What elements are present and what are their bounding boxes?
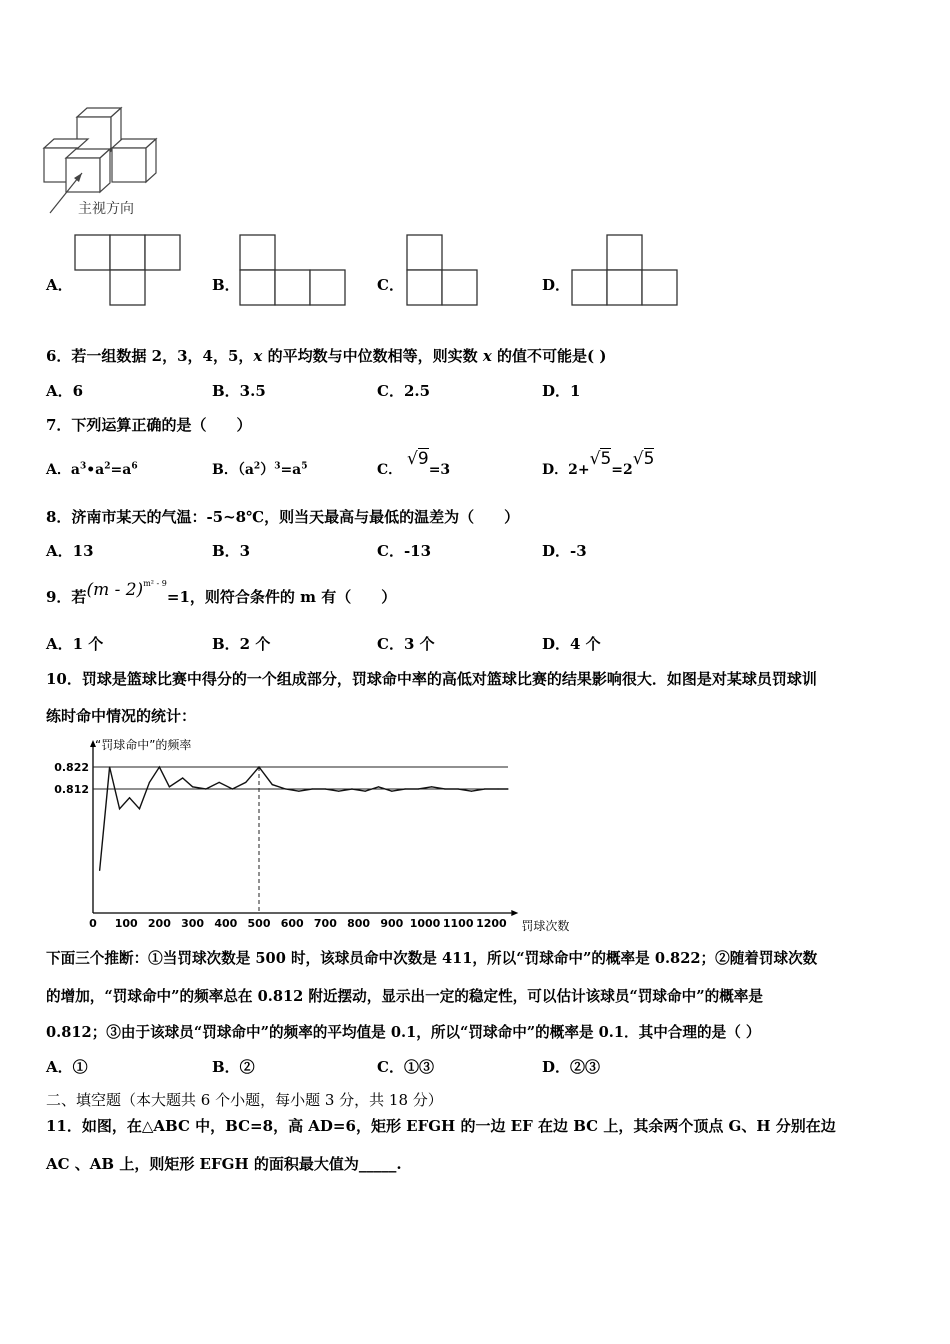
q7-option-b[interactable]: B．$(a^2)^3=a^5$	[212, 461, 308, 478]
q10-stem-line2: 练时命中情况的统计：	[46, 707, 197, 725]
chart-point-0-11	[219, 782, 220, 783]
view-direction-caption: 主视方向	[78, 201, 134, 217]
q9-option-d[interactable]: D．4 个	[542, 635, 601, 653]
q5-option-c-label[interactable]: C．	[377, 276, 404, 294]
chart-point-0-0	[99, 870, 100, 871]
q5-option-a-figure	[74, 234, 184, 306]
q6-stem	[46, 345, 606, 366]
q6-stem-mid: 的平均数与中位数相等，则实数	[262, 347, 483, 365]
q8-option-a[interactable]: A．13	[46, 542, 94, 560]
q9-exponent: m² - 9	[143, 579, 167, 588]
q11-line1: 11．如图，在△ABC 中，BC=8，高 AD=6，矩形 EFGH 的一边 EF 在边 BC 上，其余两个顶点 G、H 分别在边	[46, 1117, 836, 1135]
chart-point-0-5	[149, 782, 150, 783]
chart-x-tick-1: 100	[114, 917, 138, 930]
q6-var-x2: x	[482, 347, 492, 365]
chart-point-0-19	[325, 788, 326, 789]
chart-point-0-12	[232, 788, 233, 789]
chart-point-0-4	[139, 808, 140, 809]
chart-x-axis-arrow	[511, 910, 518, 916]
chart-point-0-1	[109, 766, 110, 767]
q10-para-line1: 下面三个推断：①当罚球次数是 500 时，该球员命中次数是 411，所以“罚球命中”的概率是 0.822；②随着罚球次数	[46, 950, 818, 967]
q6-var-x: x	[253, 347, 263, 365]
q6-stem-post: 的值不可能是( )	[491, 347, 607, 365]
chart-point-0-27	[431, 786, 432, 787]
chart-y-tick-1: 0.812	[54, 783, 89, 796]
sqrt-5-a: √5	[589, 449, 612, 469]
q5-option-c-figure	[406, 234, 481, 306]
chart-point-0-10	[205, 788, 206, 789]
q9-option-a[interactable]: A．1 个	[46, 635, 104, 653]
q10-option-b[interactable]: B．②	[212, 1058, 255, 1076]
sqrt-5-b: √5	[632, 449, 655, 469]
q6-stem-pre: 6．若一组数据 2，3，4，5，	[46, 347, 254, 365]
chart-x-tick-12: 1200	[476, 917, 507, 930]
sqrt-9: √9	[407, 449, 429, 469]
q7-stem: 7．下列运算正确的是（ ）	[46, 416, 252, 434]
chart-point-0-13	[245, 782, 246, 783]
q5-option-b-label[interactable]: B．	[212, 276, 240, 294]
chart-x-tick-4: 400	[214, 917, 238, 930]
q5-option-d-label[interactable]: D．	[542, 276, 571, 294]
chart-x-tick-7: 700	[313, 917, 337, 930]
chart-point-0-29	[458, 788, 459, 789]
chart-point-0-21	[351, 788, 352, 789]
chart-x-tick-2: 200	[147, 917, 171, 930]
chart-x-tick-3: 300	[181, 917, 205, 930]
chart-point-0-17	[298, 791, 299, 792]
q10-stem-line1: 10．罚球是篮球比赛中得分的一个组成部分，罚球命中率的高低对篮球比赛的结果影响很大．如图是对某球员罚球训	[46, 670, 817, 688]
q10-option-a[interactable]: A．①	[46, 1058, 88, 1076]
q7-option-a[interactable]: A．$a^3•a^2=a^6$	[46, 461, 138, 478]
chart-point-0-24	[391, 791, 392, 792]
chart-point-0-33	[507, 788, 508, 789]
q8-option-d[interactable]: D．-3	[542, 542, 587, 560]
chart-point-0-18	[312, 788, 313, 789]
free-throw-frequency-chart	[40, 735, 580, 935]
q9-option-c[interactable]: C．3 个	[377, 635, 435, 653]
chart-point-0-6	[159, 766, 160, 767]
chart-point-0-31	[484, 788, 485, 789]
chart-x-label: 罚球次数	[521, 919, 570, 933]
chart-x-tick-5: 500	[247, 917, 271, 930]
chart-point-0-7	[169, 786, 170, 787]
chart-point-0-25	[404, 788, 405, 789]
q9-option-b[interactable]: B．2 个	[212, 635, 271, 653]
chart-point-0-14	[258, 766, 259, 767]
q5-option-a-label[interactable]: A．	[46, 276, 73, 294]
chart-x-tick-6: 600	[280, 917, 304, 930]
chart-x-tick-8: 800	[347, 917, 371, 930]
chart-point-0-2	[119, 808, 120, 809]
q10-option-c[interactable]: C．①③	[377, 1058, 434, 1076]
q9-base: (m - 2)	[86, 580, 144, 600]
chart-point-0-20	[338, 791, 339, 792]
q6-option-b[interactable]: B．3.5	[212, 382, 266, 400]
q10-option-d[interactable]: D．②③	[542, 1058, 601, 1076]
chart-point-0-16	[285, 788, 286, 789]
chart-x-tick-0: 0	[89, 917, 97, 930]
chart-x-tick-10: 1000	[409, 917, 441, 930]
chart-y-label: “罚球命中”的频率	[95, 738, 192, 752]
q8-option-b[interactable]: B．3	[212, 542, 251, 560]
chart-point-0-22	[365, 791, 366, 792]
q10-para-line3: 0.812；③由于该球员“罚球命中”的频率的平均值是 0.1，所以“罚球命中”的概率是 0.1．其中合理的是（ ）	[46, 1024, 761, 1041]
q7-option-d[interactable]: D．2+√5=2√5	[542, 449, 655, 478]
q6-option-c[interactable]: C．2.5	[377, 382, 431, 400]
q8-option-c[interactable]: C．-13	[377, 542, 432, 560]
chart-point-0-9	[192, 786, 193, 787]
chart-point-0-8	[182, 777, 183, 778]
chart-point-0-15	[272, 784, 273, 785]
chart-point-0-23	[378, 786, 379, 787]
chart-point-0-26	[418, 788, 419, 789]
q9-stem: 9．若(m - 2)$^{m^2 - 9}$=1，则符合条件的 m 有（ ）	[46, 579, 397, 606]
q10-para-line2: 的增加，“罚球命中”的频率总在 0.812 附近摆动，显示出一定的稳定性，可以估计该球员“罚球命中”的概率是	[46, 988, 763, 1005]
chart-y-tick-0: 0.822	[54, 761, 89, 774]
q6-option-d[interactable]: D．1	[542, 382, 581, 400]
chart-point-0-3	[129, 797, 130, 798]
chart-x-tick-9: 900	[380, 917, 404, 930]
q5-option-d-figure	[571, 234, 681, 306]
chart-point-0-32	[497, 788, 498, 789]
q6-option-a[interactable]: A．6	[46, 382, 84, 400]
q8-stem: 8．济南市某天的气温：-5~8℃，则当天最高与最低的温差为（ ）	[46, 508, 520, 526]
section-2-heading: 二、填空题（本大题共 6 个小题，每小题 3 分，共 18 分）	[46, 1091, 443, 1109]
q11-line2: AC 、AB 上，则矩形 EFGH 的面积最大值为_____.	[46, 1155, 402, 1173]
q5-option-b-figure	[239, 234, 349, 306]
chart-series-line-0	[100, 767, 508, 870]
chart-point-0-30	[471, 791, 472, 792]
chart-x-tick-11: 1100	[442, 917, 474, 930]
chart-point-0-28	[444, 788, 445, 789]
q7-option-c[interactable]: C． √9=3	[377, 449, 451, 478]
